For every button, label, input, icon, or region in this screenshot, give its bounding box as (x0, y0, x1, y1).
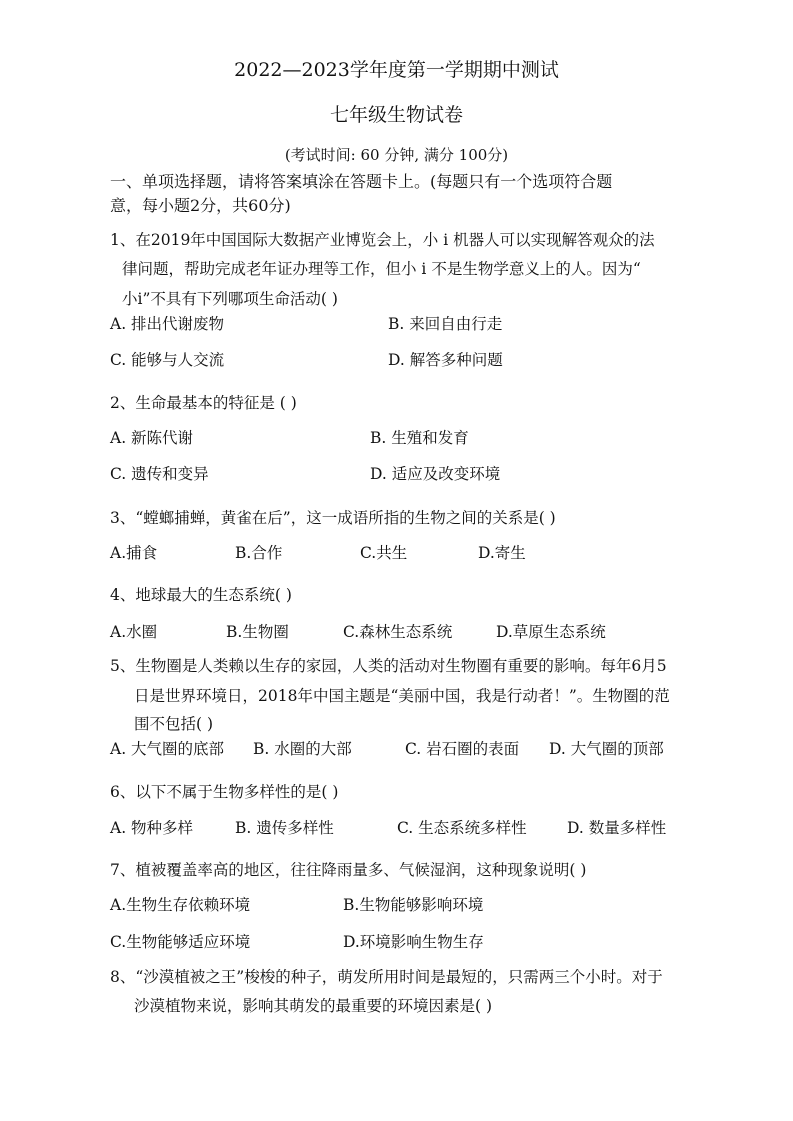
question-2-option-d: D. 适应及改变环境 (370, 465, 501, 483)
question-5-option-b: B. 水圈的大部 (253, 740, 352, 758)
question-5-stem: 日是世界环境日，2018年中国主题是“美丽中国，我是行动者！”。生物圈的范 (134, 687, 670, 705)
question-3-option-b: B.合作 (235, 544, 283, 562)
question-1-option-b: B. 来回自由行走 (388, 315, 503, 333)
question-1-option-a: A. 排出代谢废物 (110, 315, 225, 333)
question-5-stem: 5、生物圈是人类赖以生存的家园，人类的活动对生物圈有重要的影响。每年6月5 (110, 657, 667, 675)
section-heading-cont: 意，每小题2分，共60分) (110, 196, 291, 215)
question-4-option-b: B.生物圈 (226, 623, 289, 641)
question-7-option-d: D.环境影响生物生存 (343, 933, 484, 951)
question-6-option-c: C. 生态系统多样性 (397, 819, 527, 837)
question-6-stem: 6、以下不属于生物多样性的是( ) (110, 783, 339, 801)
question-7-option-c: C.生物能够适应环境 (110, 933, 251, 951)
question-5-option-c: C. 岩石圈的表面 (405, 740, 520, 758)
question-7-stem: 7、植被覆盖率高的地区，往往降雨量多、气候湿润，这种现象说明( ) (110, 861, 587, 879)
question-2-option-a: A. 新陈代谢 (110, 429, 194, 447)
question-7-option-b: B.生物能够影响环境 (343, 896, 484, 914)
question-1-option-d: D. 解答多种问题 (388, 351, 503, 369)
question-6-option-d: D. 数量多样性 (567, 819, 667, 837)
question-5-option-a: A. 大气圈的底部 (110, 740, 225, 758)
question-8-stem: 沙漠植物来说，影响其萌发的最重要的环境因素是( ) (134, 997, 493, 1015)
question-3-option-c: C.共生 (360, 544, 408, 562)
question-3-option-d: D.寄生 (478, 544, 526, 562)
exam-subtitle: 七年级生物试卷 (329, 104, 463, 126)
question-5-option-d: D. 大气圈的顶部 (549, 740, 664, 758)
question-1-option-c: C. 能够与人交流 (110, 351, 225, 369)
question-2-option-c: C. 遗传和变异 (110, 465, 209, 483)
question-6-option-a: A. 物种多样 (110, 819, 194, 837)
question-7-option-a: A.生物生存依赖环境 (110, 896, 251, 914)
question-4-option-d: D.草原生态系统 (496, 623, 606, 641)
question-3-stem: 3、“螳螂捕蝉，黄雀在后”，这一成语所指的生物之间的关系是( ) (110, 509, 556, 527)
question-1-stem: 律问题，帮助完成老年证办理等工作，但小 i 不是生物学意义上的人。因为“ (122, 260, 641, 278)
question-1-stem: 1、在2019年中国国际大数据产业博览会上，小 i 机器人可以实现解答观众的法 (110, 231, 655, 249)
question-4-option-a: A.水圈 (110, 623, 158, 641)
exam-title: 2022—2023学年度第一学期期中测试 (234, 59, 559, 81)
question-1-stem: 小i”不具有下列哪项生命活动( ) (122, 290, 338, 308)
question-8-stem: 8、“沙漠植被之王”梭梭的种子，萌发所用时间是最短的，只需两三个小时。对于 (110, 968, 663, 986)
question-4-option-c: C.森林生态系统 (343, 623, 453, 641)
question-5-stem: 围不包括( ) (134, 715, 214, 733)
question-2-stem: 2、生命最基本的特征是 ( ) (110, 394, 297, 412)
section-heading: 一、单项选择题，请将答案填涂在答题卡上。(每题只有一个选项符合题 (110, 172, 613, 191)
question-3-option-a: A.捕食 (110, 544, 158, 562)
question-4-stem: 4、地球最大的生态系统( ) (110, 586, 292, 604)
question-2-option-b: B. 生殖和发育 (370, 429, 469, 447)
question-6-option-b: B. 遗传多样性 (235, 819, 334, 837)
exam-info: (考试时间: 60 分钟, 满分 100分) (284, 146, 509, 164)
